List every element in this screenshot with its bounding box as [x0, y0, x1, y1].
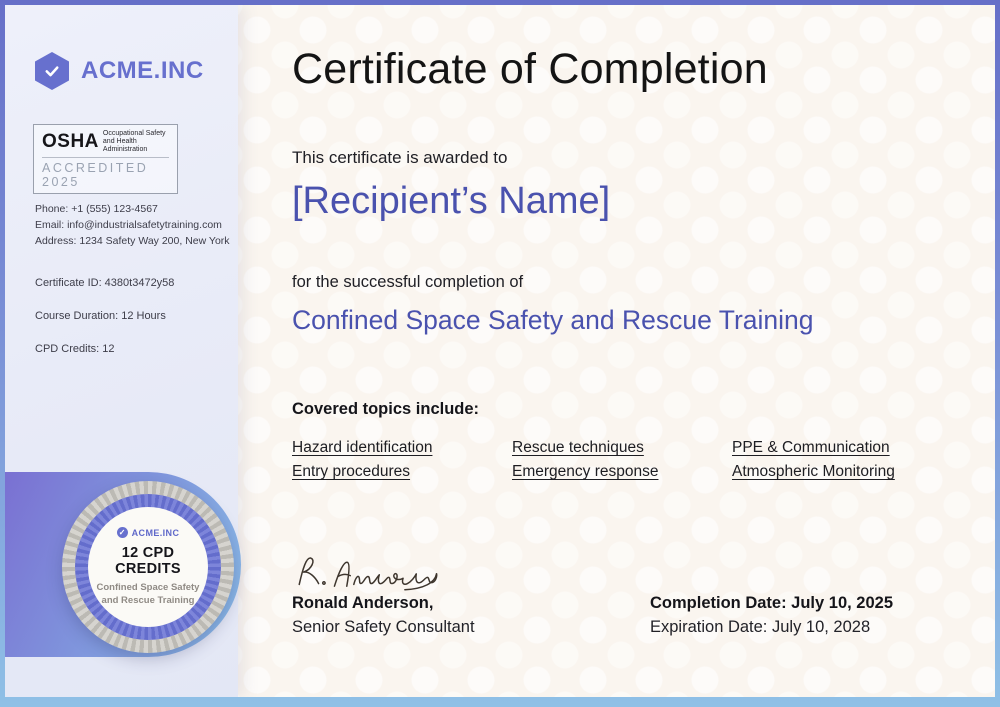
certificate-page — [5, 5, 995, 697]
expiration-date: Expiration Date: July 10, 2028 — [650, 618, 871, 636]
awarded-to-label: This certificate is awarded to — [292, 148, 508, 167]
accreditation-org: OSHA — [42, 131, 99, 152]
cpd-seal — [62, 481, 234, 653]
accreditation-org-full: Occupational Safety and Health Administration — [102, 130, 166, 153]
accreditation-status: ACCREDITED 2025 — [42, 157, 169, 189]
topics-label: Covered topics include: — [292, 400, 480, 418]
topic-item: PPE & Communication — [732, 439, 890, 456]
topic-item: Entry procedures — [292, 463, 411, 480]
hexagon-check-icon — [35, 52, 69, 90]
course-duration: Course Duration: 12 Hours — [35, 310, 166, 322]
certificate-title: Certificate of Completion — [292, 45, 768, 93]
seal-check-icon: ✓ — [117, 527, 128, 538]
seal-inner-ring — [75, 494, 221, 640]
completion-date: Completion Date: July 10, 2025 — [650, 594, 893, 612]
topic-item: Hazard identification — [292, 439, 433, 456]
signatory-name: Ronald Anderson, — [292, 594, 434, 612]
certificate-details — [35, 277, 174, 376]
completion-of-label: for the successful completion of — [292, 273, 524, 291]
seal-credits: 12 CPD CREDITS — [115, 545, 181, 577]
main-content — [238, 5, 995, 697]
contact-phone: Phone: +1 (555) 123-4567 — [35, 203, 158, 215]
signatory-title: Senior Safety Consultant — [292, 618, 475, 636]
course-title: Confined Space Safety and Rescue Training — [292, 305, 814, 335]
seal-brand-name: ACME.INC — [131, 527, 180, 538]
brand-name: ACME.INC — [81, 57, 204, 84]
signature-image — [292, 551, 442, 600]
topic-item: Emergency response — [512, 463, 659, 480]
seal-face — [88, 507, 208, 627]
topic-item: Atmospheric Monitoring — [732, 463, 895, 480]
topics-list — [292, 436, 895, 484]
topic-item: Rescue techniques — [512, 439, 644, 456]
certificate-id: Certificate ID: 4380t3472y58 — [35, 277, 175, 289]
recipient-name: [Recipient’s Name] — [292, 180, 611, 222]
contact-email: Email: info@industrialsafetytraining.com — [35, 219, 222, 231]
brand-logo — [35, 52, 204, 90]
accreditation-badge — [33, 124, 178, 194]
contact-address: Address: 1234 Safety Way 200, New York — [35, 235, 230, 247]
seal-course: Confined Space Safety and Rescue Training — [96, 582, 200, 606]
contact-info — [35, 201, 230, 249]
cpd-credits: CPD Credits: 12 — [35, 343, 115, 355]
